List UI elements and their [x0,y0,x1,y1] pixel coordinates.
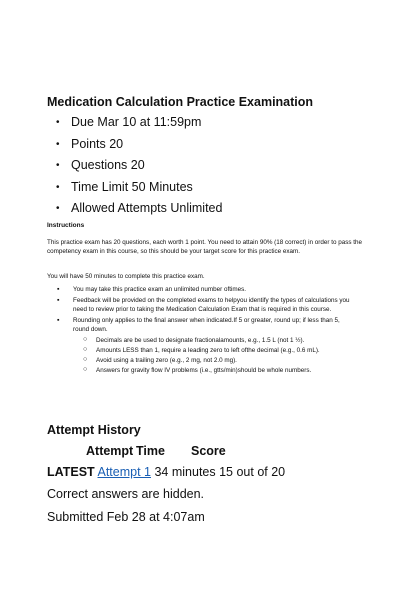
latest-attempt-row [47,465,285,479]
column-header-attempt: Attempt [86,444,134,458]
due-date: • Due Mar 10 at 11:59pm [56,112,222,134]
points: • Points 20 [56,134,222,156]
allowed-attempts: • Allowed Attempts Unlimited [56,198,222,220]
attempt-1-link[interactable]: Attempt 1 [97,465,151,479]
rounding-sub-bullets [83,336,357,375]
instructions-paragraph-2: You will have 50 minutes to complete this practice exam. [47,273,205,280]
quiz-details-list [56,112,222,220]
bullet-rounding-text: Rounding only applies to the final answer when indicated.If 5 or greater, round up; if less than 5, round down. [73,317,340,333]
column-header-time: Time [136,444,165,458]
bullet-unlimited-attempts: ▪ You may take this practice exam an unlimited number oftimes. [57,285,357,294]
latest-attempt-details: 34 minutes 15 out of 20 [154,465,286,479]
attempt-table-header [0,444,400,462]
submitted-date: Submitted Feb 28 at 4:07am [47,510,205,524]
column-header-score: Score [191,444,226,458]
instructions-heading: Instructions [47,222,85,229]
instructions-bullets [57,285,357,377]
latest-label: LATEST [47,465,95,479]
sub-bullet-trailing-zero: ○ Avoid using a trailing zero (e.g., 2 mg, not 2.0 mg). [83,356,357,365]
bullet-feedback: ▪ Feedback will be provided on the completed exams to helpyou identify the types of calculations you need to review prior to taking the Medication Calculation Exam that is required in this course. [57,296,357,314]
bullet-rounding [57,316,357,375]
page-title: Medication Calculation Practice Examination [47,95,314,109]
time-limit: • Time Limit 50 Minutes [56,177,222,199]
sub-bullet-gravity-flow: ○ Answers for gravity flow IV problems (i.e., gtts/min)should be whole numbers. [83,366,357,375]
sub-bullet-leading-zero: ○ Amounts LESS than 1, require a leading zero to left ofthe decimal (e.g., 0.6 mL). [83,346,357,355]
sub-bullet-decimals: ○ Decimals are be used to designate fractionalamounts, e.g., 1.5 L (not 1 ½). [83,336,357,345]
instructions-paragraph-1: This practice exam has 20 questions, each worth 1 point. You need to attain 90% (18 correct) in order to pass the competency exam in this course, so this should be your target score for this practice exam. [47,239,363,255]
correct-answers-hidden-note: Correct answers are hidden. [47,487,205,501]
questions-count: • Questions 20 [56,155,222,177]
attempt-history-heading: Attempt History [47,423,141,437]
